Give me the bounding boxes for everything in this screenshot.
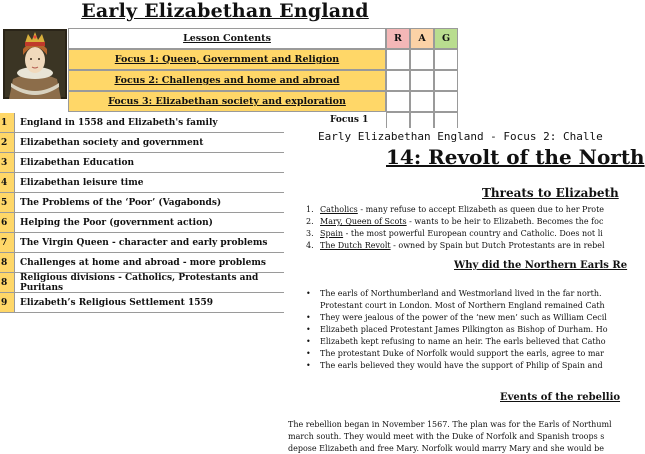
bullet-icon: • (306, 289, 311, 298)
reason-bullet (306, 325, 608, 334)
focus-row-2[interactable]: Focus 2: Challenges and home and abroad (68, 70, 386, 91)
topic-item[interactable]: Religious divisions - Catholics, Protestants and Puritans (14, 273, 284, 293)
topic-item[interactable]: Elizabethan Education (14, 153, 284, 173)
focus-row-3[interactable]: Focus 3: Elizabethan society and exploration (68, 91, 386, 112)
threat-term: Mary, Queen of Scots (320, 217, 407, 226)
topic-number: 4 (0, 173, 14, 193)
threat-term: Catholics (320, 205, 358, 214)
topic-item[interactable]: Elizabethan society and government (14, 133, 284, 153)
threat-item (306, 205, 604, 214)
threat-number: 4. (306, 241, 314, 250)
threat-number: 3. (306, 229, 314, 238)
reason-text: The earls believed they would have the support of Philip of Spain and (320, 361, 603, 370)
document-header: Early Elizabethan England - Focus 2: Challe (318, 130, 603, 143)
focus-row-1[interactable]: Focus 1: Queen, Government and Religion (68, 49, 386, 70)
events-heading: Events of the rebellio (500, 392, 621, 403)
events-paragraph-line: march south. They would meet with the Duke of Norfolk and Spanish troops s (288, 432, 605, 441)
threat-number: 1. (306, 205, 314, 214)
topic-number: 2 (0, 133, 14, 153)
why-heading: Why did the Northern Earls Re (454, 260, 628, 271)
topic-number: 9 (0, 293, 14, 313)
reason-continuation: Protestant court in London. Most of Northern England remained Cath (320, 301, 605, 310)
threat-item (306, 241, 605, 250)
threat-item (306, 217, 603, 226)
document-title: 14: Revolt of the North (386, 145, 645, 169)
threat-term: The Dutch Revolt (320, 241, 391, 250)
bullet-icon: • (306, 337, 311, 346)
rag-cell[interactable] (434, 70, 458, 91)
threat-description: - many refuse to accept Elizabeth as queen due to her Prote (357, 205, 605, 214)
reason-text: The earls of Northumberland and Westmorland lived in the far north. (320, 289, 602, 298)
reason-bullet (306, 349, 604, 358)
rag-cell[interactable] (386, 49, 410, 70)
rag-cell[interactable] (410, 91, 434, 112)
topic-number: 7 (0, 233, 14, 253)
bullet-icon: • (306, 325, 311, 334)
focus-1-label: Focus 1 (330, 115, 369, 125)
elizabeth-portrait (3, 29, 67, 99)
events-paragraph-line: depose Elizabeth and free Mary. Norfolk would marry Mary and she would be (288, 444, 604, 453)
topic-item[interactable]: Helping the Poor (government action) (14, 213, 284, 233)
topic-number: 3 (0, 153, 14, 173)
reason-text: Elizabeth kept refusing to name an heir. The earls believed that Catho (320, 337, 606, 346)
rag-cell[interactable] (410, 49, 434, 70)
reason-bullet (306, 361, 603, 370)
reason-text: Elizabeth placed Protestant James Pilkington as Bishop of Durham. Ho (320, 325, 608, 334)
topic-item[interactable]: Elizabethan leisure time (14, 173, 284, 193)
threat-number: 2. (306, 217, 314, 226)
page-title: Early Elizabethan England (81, 0, 369, 22)
events-paragraph-line: The rebellion began in November 1567. The plan was for the Earls of Northuml (288, 420, 612, 429)
rag-red-header: R (386, 28, 410, 49)
threat-description: - owned by Spain but Dutch Protestants are in rebel (390, 241, 605, 250)
topic-number: 6 (0, 213, 14, 233)
bullet-icon: • (306, 361, 311, 370)
bullet-icon: • (306, 313, 311, 322)
topic-item[interactable]: Challenges at home and abroad - more problems (14, 253, 284, 273)
reason-text: The protestant Duke of Norfolk would support the earls, agree to mar (320, 349, 604, 358)
lesson-document-preview (288, 128, 645, 454)
topic-item[interactable]: The Virgin Queen - character and early problems (14, 233, 284, 253)
threats-heading: Threats to Elizabeth (482, 186, 619, 200)
rag-cell[interactable] (386, 91, 410, 112)
reason-bullet (306, 289, 602, 298)
rag-cell[interactable] (434, 49, 458, 70)
rag-cell[interactable] (434, 91, 458, 112)
topic-number: 5 (0, 193, 14, 213)
reason-text: They were jealous of the power of the ‘new men’ such as William Cecil (320, 313, 607, 322)
rag-green-header: G (434, 28, 458, 49)
rag-cell[interactable] (386, 70, 410, 91)
topic-item[interactable]: The Problems of the ‘Poor’ (Vagabonds) (14, 193, 284, 213)
threat-item (306, 229, 603, 238)
rag-cell[interactable] (410, 70, 434, 91)
rag-amber-header: A (410, 28, 434, 49)
topic-item[interactable]: England in 1558 and Elizabeth's family (14, 113, 284, 133)
topic-item[interactable]: Elizabeth’s Religious Settlement 1559 (14, 293, 284, 313)
threat-description: - wants to be heir to Elizabeth. Becomes the foc (406, 217, 604, 226)
topic-number: 8 (0, 253, 14, 273)
lesson-contents-header: Lesson Contents (68, 28, 386, 49)
topic-number: 8 (0, 273, 14, 293)
topic-number: 1 (0, 113, 14, 133)
threat-term: Spain (320, 229, 344, 238)
reason-bullet (306, 313, 607, 322)
bullet-icon: • (306, 349, 311, 358)
threat-description: - the most powerful European country and Catholic. Does not li (343, 229, 603, 238)
reason-bullet (306, 337, 606, 346)
